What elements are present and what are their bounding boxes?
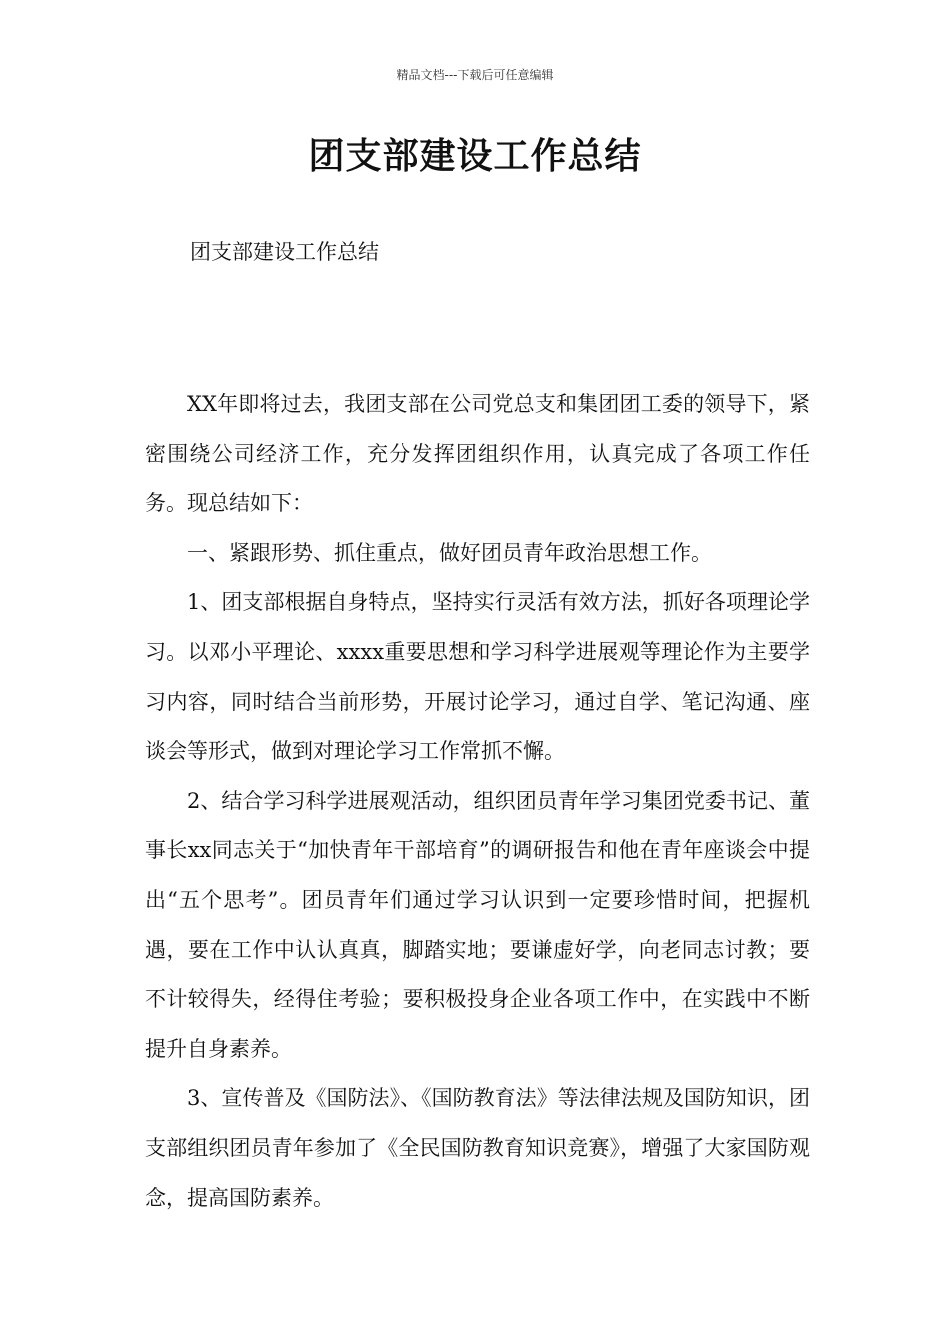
document-subtitle: 团支部建设工作总结 [190, 240, 379, 264]
document-title: 团支部建设工作总结 [308, 136, 642, 177]
section-heading: 一、紧跟形势、抓住重点，做好团员青年政治思想工作。 [187, 540, 712, 565]
page-header: 精品文档---下载后可任意编辑 [396, 68, 554, 82]
paragraph: XX年即将过去，我团支部在公司党总支和集团团工委的领导下，紧密围绕公司经济工作，充分发挥团组织作用，认真完成了各项工作任务。现总结如下： [145, 392, 810, 516]
paragraph: 3、宣传普及《国防法》、《国防教育法》等法律法规及国防知识，团支部组织团员青年参加了《全民国防教育知识竞赛》，增强了大家国防观念，提高国防素养。 [145, 1086, 810, 1210]
document-body [145, 380, 810, 1223]
paragraph: 1、团支部根据自身特点，坚持实行灵活有效方法，抓好各项理论学习。以邓小平理论、xxxx重要思想和学习科学进展观等理论作为主要学习内容，同时结合当前形势，开展讨论学习，通过自学、笔记沟通、座谈会等形式，做到对理论学习工作常抓不懈。 [145, 590, 810, 764]
paragraph: 2、结合学习科学进展观活动，组织团员青年学习集团党委书记、董事长xx同志关于“加快青年干部培育”的调研报告和他在青年座谈会中提出“五个思考”。团员青年们通过学习认识到一定要珍惜时间，把握机遇，要在工作中认认真真，脚踏实地；要谦虚好学，向老同志讨教；要不计较得失，经得住考验；要积极投身企业各项工作中，在实践中不断提升自身素养。 [145, 788, 810, 1061]
